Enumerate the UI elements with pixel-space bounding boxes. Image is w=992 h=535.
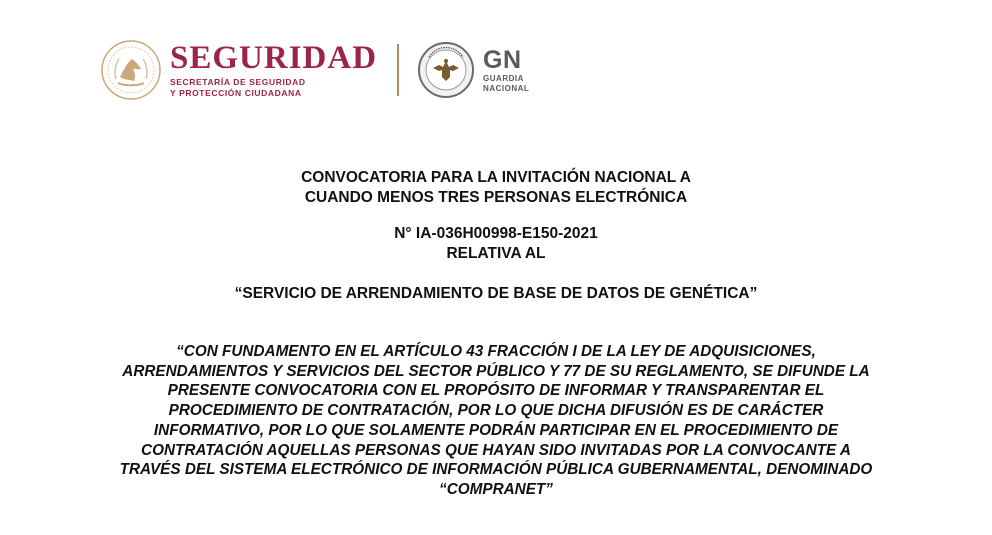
gn-wordmark	[483, 46, 529, 94]
seguridad-title: SEGURIDAD	[170, 40, 378, 76]
procedure-number: N° IA-036H00998-E150-2021	[394, 225, 598, 242]
notice-line-8: “COMPRANET”	[439, 480, 553, 498]
relativa-label: RELATIVA AL	[446, 245, 546, 262]
title-line-1: CONVOCATORIA PARA LA INVITACIÓN NACIONAL A	[301, 169, 691, 186]
notice-line-1: “CON FUNDAMENTO EN EL ARTÍCULO 43 FRACCIÓN I DE LA LEY DE ADQUISICIONES,	[176, 343, 816, 360]
service-name: “SERVICIO DE ARRENDAMIENTO DE BASE DE DATOS DE GENÉTICA”	[234, 285, 758, 302]
guardia-nacional-emblem-icon	[417, 41, 475, 99]
gn-subtitle-line1: GUARDIA	[483, 74, 524, 83]
seguridad-subtitle-line1: SECRETARÍA DE SEGURIDAD	[170, 77, 306, 87]
notice-line-4: PROCEDIMIENTO DE CONTRATACIÓN, POR LO QUE DICHA DIFUSIÓN ES DE CARÁCTER	[168, 402, 824, 420]
seguridad-subtitle-line2: Y PROTECCIÓN CIUDADANA	[170, 88, 302, 98]
notice-line-6: CONTRATACIÓN AQUELLAS PERSONAS QUE HAYAN SIDO INVITADAS POR LA CONVOCANTE A	[141, 441, 851, 459]
header-logos	[100, 30, 529, 110]
notice-line-3: PRESENTE CONVOCATORIA CON EL PROPÓSITO DE INFORMAR Y TRANSPARENTAR EL	[167, 382, 825, 400]
notice-line-2: ARRENDAMIENTOS Y SERVICIOS DEL SECTOR PÚBLICO Y 77 DE SU REGLAMENTO, SE DIFUNDE LA	[122, 362, 870, 380]
notice-line-7: TRAVÉS DEL SISTEMA ELECTRÓNICO DE INFORMACIÓN PÚBLICA GUBERNAMENTAL, DENOMINADO	[119, 461, 873, 479]
title-line-2: CUANDO MENOS TRES PERSONAS ELECTRÓNICA	[304, 189, 688, 206]
logo-divider	[397, 44, 399, 96]
gn-subtitle-line2: NACIONAL	[483, 84, 530, 93]
seguridad-wordmark	[170, 41, 377, 99]
notice-line-5: INFORMATIVO, POR LO QUE SOLAMENTE PODRÁN PARTICIPAR EN EL PROCEDIMIENTO DE	[153, 421, 839, 439]
document-body	[0, 168, 992, 500]
gn-title: GN	[483, 46, 522, 74]
mexico-coat-of-arms-seal-icon	[100, 39, 162, 101]
